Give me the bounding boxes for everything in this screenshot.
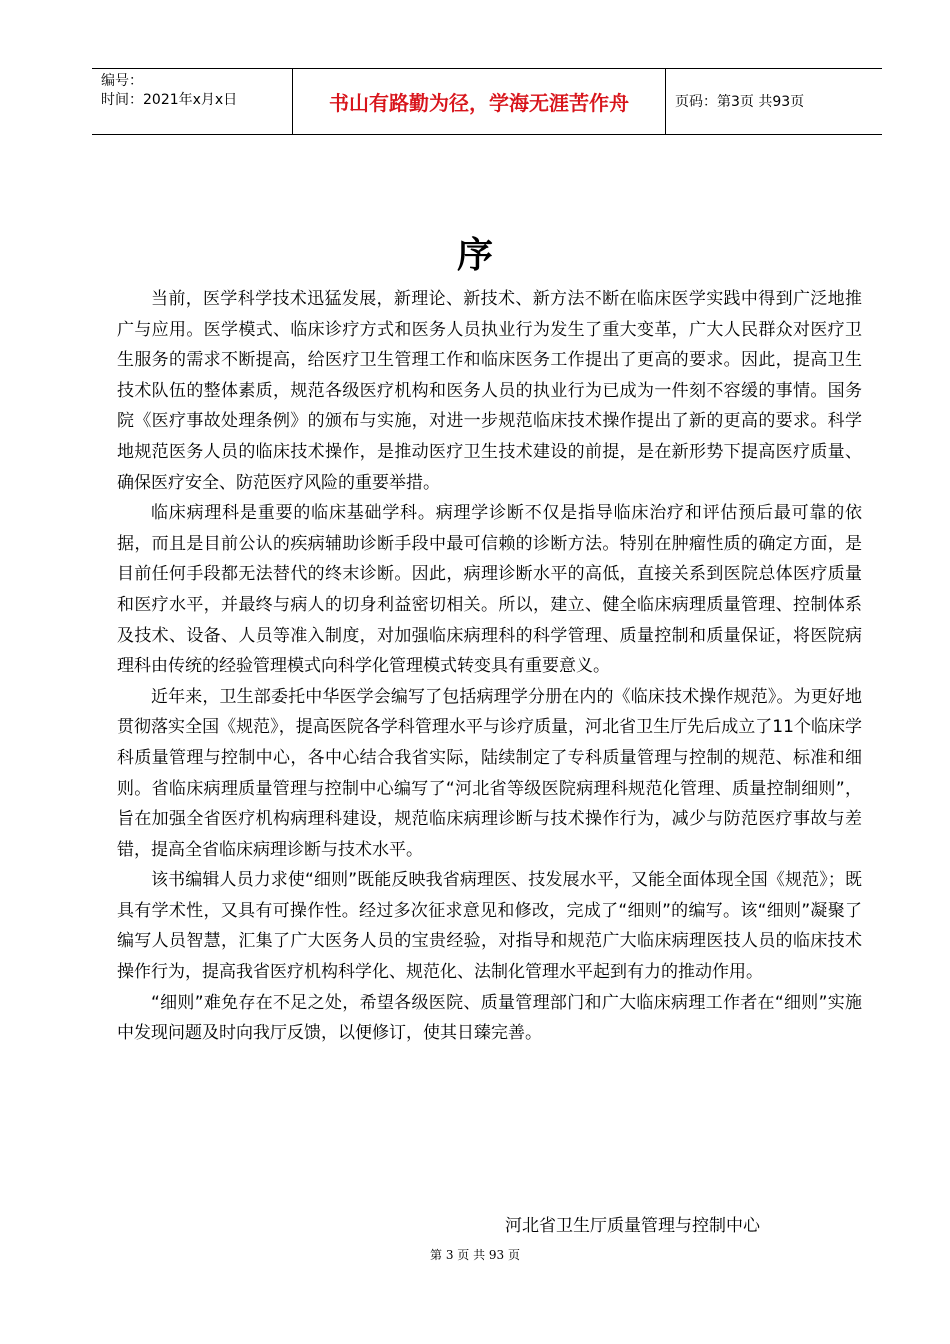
header-page-cell <box>666 69 882 134</box>
paragraph: 当前，医学科学技术迅猛发展，新理论、新技术、新方法不断在临床医学实践中得到广泛地推广与应用。医学模式、临床诊疗方式和医务人员执业行为发生了重大变革，广大人民群众对医疗卫生服务的需求不断提高，给医疗卫生管理工作和临床医务工作提出了更高的要求。因此，提高卫生技术队伍的整体素质，规范各级医疗机构和医务人员的执业行为已成为一件刻不容缓的事情。国务院《医疗事故处理条例》的颁布与实施，对进一步规范临床技术操作提出了新的更高的要求。科学地规范医务人员的临床技术操作，是推动医疗卫生技术建设的前提，是在新形势下提高医疗质量、确保医疗安全、防范医疗风险的重要举措。 <box>117 289 862 493</box>
header-motto-cell <box>293 69 666 134</box>
header-meta-cell <box>92 69 293 134</box>
number-label: 编号： <box>101 73 143 89</box>
document-body <box>117 284 862 1049</box>
paragraph: 近年来，卫生部委托中华医学会编写了包括病理学分册在内的《临床技术操作规范》。为更好地贯彻落实全国《规范》，提高医院各学科管理水平与诊疗质量，河北省卫生厅先后成立了11个临床学科质量管理与控制中心，各中心结合我省实际，陆续制定了专科质量管理与控制的规范、标准和细则。省临床病理质量管理与控制中心编写了“河北省等级医院病理科规范化管理、质量控制细则”，旨在加强全省医疗机构病理科建设，规范临床病理诊断与技术操作行为，减少与防范医疗事故与差错，提高全省临床病理诊断与技术水平。 <box>117 686 862 860</box>
paragraph: 临床病理科是重要的临床基础学科。病理学诊断不仅是指导临床治疗和评估预后最可靠的依据，而且是目前公认的疾病辅助诊断手段中最可信赖的诊断方法。特别在肿瘤性质的确定方面，是目前任何手段都无法替代的终末诊断。因此，病理诊断水平的高低，直接关系到医院总体医疗质量和医疗水平，并最终与病人的切身利益密切相关。所以，建立、健全临床病理质量管理、控制体系及技术、设备、人员等准入制度，对加强临床病理科的科学管理、质量控制和质量保证，将医院病理科由传统的经验管理模式向科学化管理模式转变具有重要意义。 <box>117 503 862 677</box>
document-header <box>92 68 882 135</box>
paragraph: 该书编辑人员力求使“细则”既能反映我省病理医、技发展水平，又能全面体现全国《规范》；既具有学术性，又具有可操作性。经过多次征求意见和修改，完成了“细则”的编写。该“细则”凝聚了编写人员智慧，汇集了广大医务人员的宝贵经验，对指导和规范广大临床病理医技人员的临床技术操作行为，提高我省医疗机构科学化、规范化、法制化管理水平起到有力的推动作用。 <box>117 870 862 983</box>
page-footer: 第 3 页 共 93 页 <box>430 1248 520 1262</box>
page-title: 序 <box>456 235 493 276</box>
paragraph: “细则”难免存在不足之处，希望各级医院、质量管理部门和广大临床病理工作者在“细则”实施中发现问题及时向我厅反馈，以便修订，使其日臻完善。 <box>117 992 862 1044</box>
header-motto: 书山有路勤为径，学海无涯苦作舟 <box>329 91 629 115</box>
signature: 河北省卫生厅质量管理与控制中心 <box>505 1216 760 1236</box>
time-label: 时间：2021年x月x日 <box>101 92 238 108</box>
header-page-info: 页码：第3页 共93页 <box>675 94 805 110</box>
